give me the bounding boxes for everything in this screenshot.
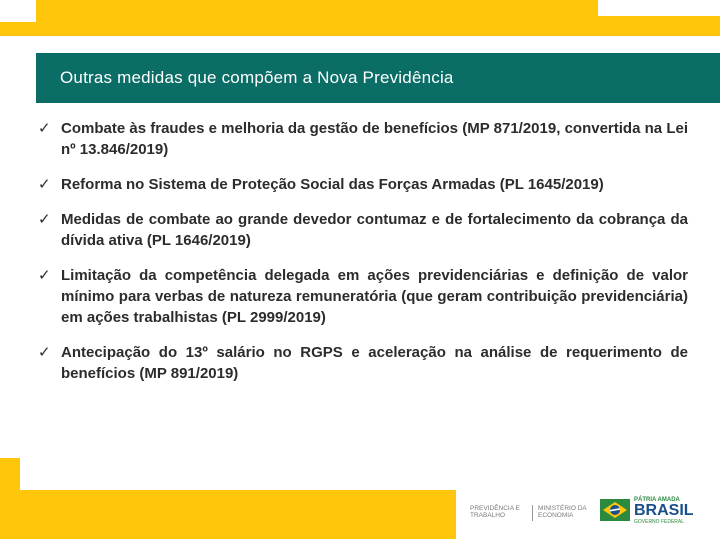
check-icon: ✓ (38, 211, 51, 228)
ministerio-logo-text: MINISTÉRIO DA ECONOMIA (538, 505, 587, 519)
governo-federal-text: GOVERNO FEDERAL (634, 519, 685, 525)
bottom-left-accent (0, 458, 20, 539)
bullet-text: Antecipação do 13º salário no RGPS e aceleração na análise de requerimento de benefícios (MP 891/2019) (61, 344, 688, 382)
brasil-wordmark: BRASIL (634, 502, 694, 519)
bullet-text: Reforma no Sistema de Proteção Social das Forças Armadas (PL 1645/2019) (61, 176, 604, 193)
top-left-notch (0, 0, 36, 22)
footer-logo-area (456, 477, 720, 539)
bullet-item (38, 265, 688, 328)
slide-title: Outras medidas que compõem a Nova Previdência (60, 68, 454, 87)
bullet-item (38, 118, 688, 160)
logo-separator (532, 505, 533, 521)
bullet-item (38, 342, 688, 384)
patria-amada-text: PÁTRIA AMADA (634, 497, 680, 503)
bullet-text: Limitação da competência delegada em ações previdenciárias e definição de valor mínimo para verbas de natureza remuneratória (que geram contribuição previdenciária) em ações trabalhistas (PL 2999/2019) (61, 267, 688, 326)
check-icon: ✓ (38, 344, 51, 361)
slide-title-bar (36, 53, 720, 103)
check-icon: ✓ (38, 176, 51, 193)
top-right-notch (598, 0, 720, 16)
check-icon: ✓ (38, 267, 51, 284)
bullet-item (38, 174, 688, 195)
bullet-item (38, 209, 688, 251)
bullet-text: Medidas de combate ao grande devedor contumaz e de fortalecimento da cobrança da dívida ativa (PL 1646/2019) (61, 211, 688, 249)
check-icon: ✓ (38, 120, 51, 137)
previdencia-logo-text: PREVIDÊNCIA E TRABALHO (470, 505, 520, 519)
bullet-text: Combate às fraudes e melhoria da gestão de benefícios (MP 871/2019, convertida na Lei nº 13.846/2019) (61, 120, 688, 158)
brazil-flag-icon (600, 499, 630, 521)
bullet-list (38, 118, 688, 398)
